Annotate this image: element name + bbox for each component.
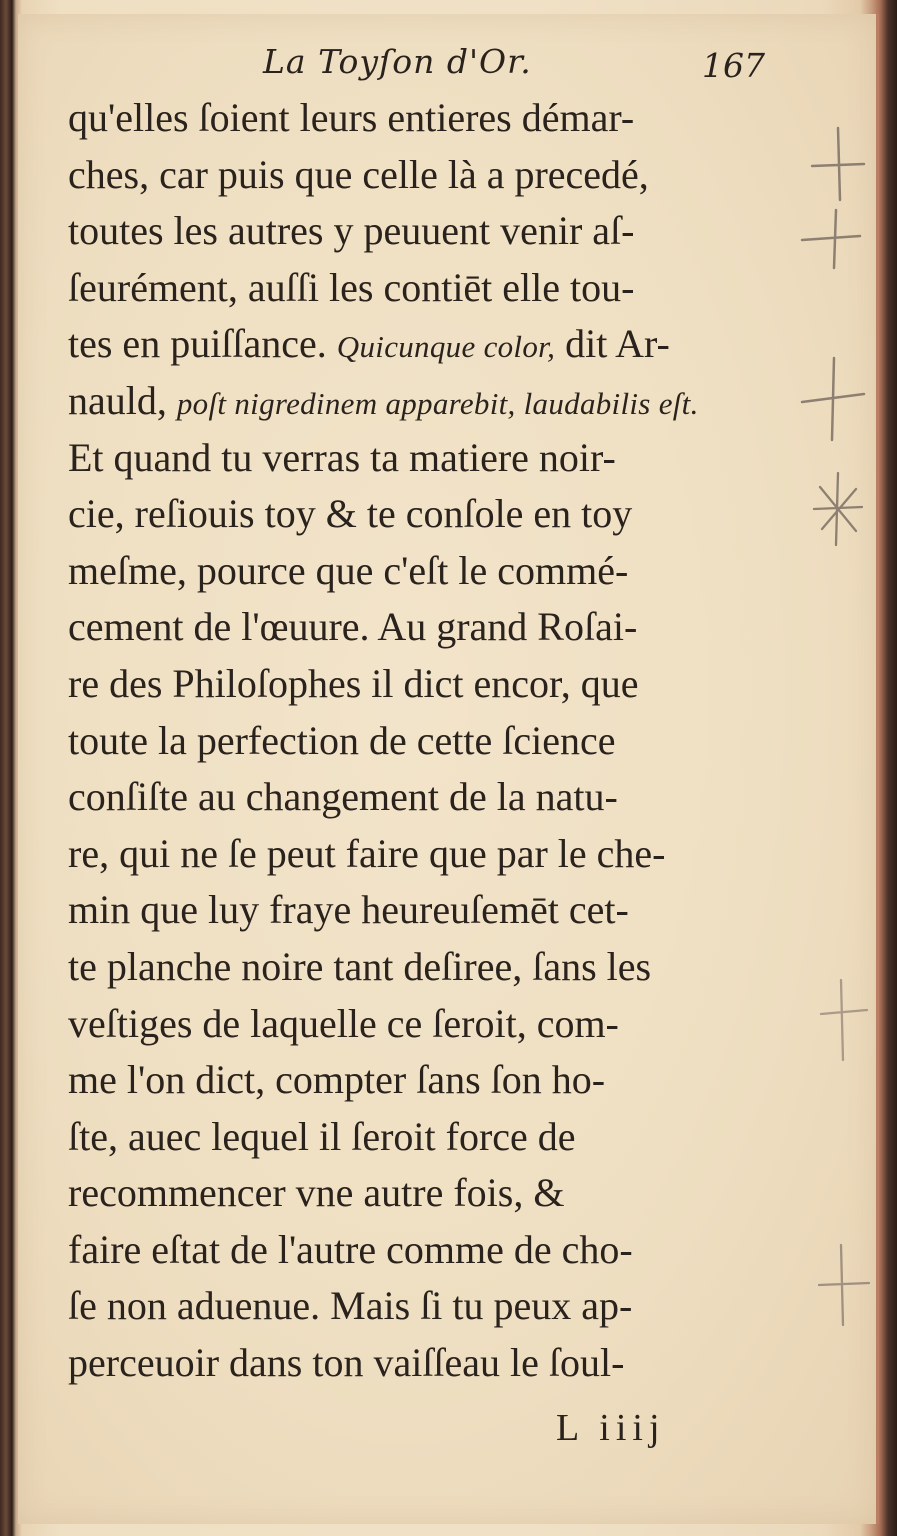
text-line: cie, reſiouis toy & te conſole en toy: [68, 491, 633, 537]
text-line: te planche noire tant deſiree, ſans les: [68, 943, 652, 989]
pencil-cross-mark-icon: [813, 974, 873, 1064]
text-line: toutes les autres y peuuent venir aſ-: [68, 208, 635, 254]
text-line: perceuoir dans ton vaiſſeau le ſoul-: [68, 1340, 625, 1386]
running-title: La Toyſon d'Or.: [263, 42, 532, 81]
book-page: [18, 14, 879, 1524]
latin-quotation: poſt nigredinem apparebit, laudabilis eſt.: [176, 385, 699, 421]
page-number: 167: [702, 46, 765, 85]
line-segment: nauld,: [68, 377, 177, 423]
text-line: meſme, pource que c'eſt le commé-: [68, 547, 629, 593]
text-line: me l'on dict, compter ſans ſon ho-: [68, 1057, 606, 1103]
text-line: ſte, auec lequel il ſeroit force de: [68, 1113, 576, 1159]
text-line: re des Philoſophes il dict encor, que: [68, 660, 639, 706]
text-line: faire eſtat de l'autre comme de cho-: [68, 1226, 633, 1272]
pencil-cross-mark-icon: [813, 1239, 873, 1329]
text-line: conſiſte au changement de la natu-: [68, 774, 618, 820]
text-line: ſe non aduenue. Mais ſi tu peux ap-: [68, 1283, 633, 1329]
text-line: Et quand tu verras ta matiere noir-: [68, 434, 616, 480]
pencil-cross-mark-icon: [796, 204, 866, 274]
text-line: cement de l'œuure. Au grand Roſai-: [68, 604, 638, 650]
text-block: [68, 90, 798, 1392]
pencil-asterisk-mark-icon: [808, 469, 868, 549]
pencil-cross-mark-icon: [798, 354, 868, 444]
page-header: [18, 42, 876, 92]
text-line: veſtiges de laquelle ce ſeroit, com-: [68, 1000, 619, 1046]
signature-mark: L iiij: [556, 1407, 666, 1449]
text-line: recommencer vne autre fois, &: [68, 1170, 565, 1216]
text-line: ches, car puis que celle là a precedé,: [68, 151, 649, 197]
line-segment: tes en puiſſance.: [68, 321, 337, 367]
text-line: qu'elles ſoient leurs entieres démar-: [68, 95, 635, 140]
pencil-cross-mark-icon: [808, 124, 868, 204]
text-line: ſeurément, auſſi les contiēt elle tou-: [68, 264, 635, 310]
text-line: toute la perfection de cette ſcience: [68, 717, 616, 763]
text-line: re, qui ne ſe peut faire que par le che-: [68, 830, 666, 876]
latin-quotation: Quicunque color,: [336, 329, 556, 365]
line-segment: dit Ar-: [555, 321, 670, 367]
text-line: [68, 316, 798, 373]
text-line: min que luy fraye heureuſemēt cet-: [68, 887, 629, 933]
text-line: [68, 373, 798, 430]
